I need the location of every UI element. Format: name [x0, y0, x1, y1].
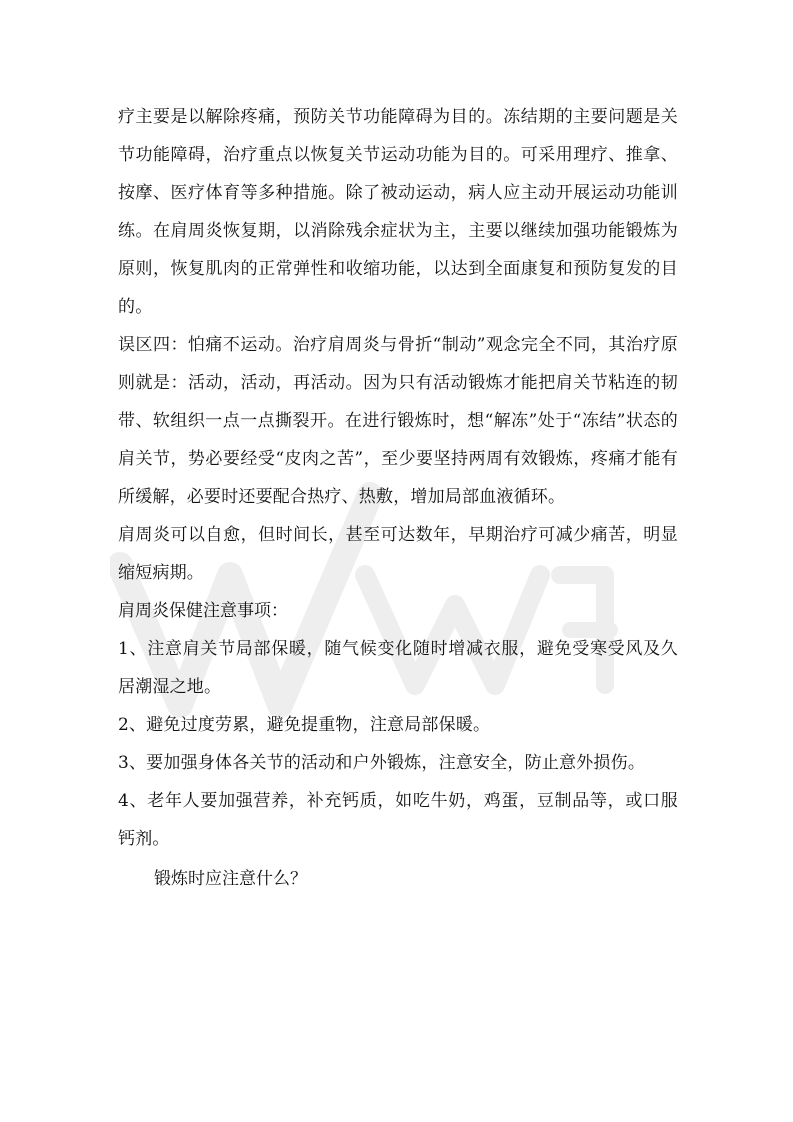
care-list-item: 2、避免过度劳累，避免提重物，注意局部保暖。 — [118, 715, 491, 735]
document-body — [118, 98, 678, 898]
care-list-item: 4、老年人要加强营养，补充钙质，如吃牛奶，鸡蛋，豆制品等，或口服钙剂。 — [118, 791, 678, 849]
paragraph: 误区四：怕痛不运动。治疗肩周炎与骨折“制动”观念完全不同，其治疗原则就是：活动，活动，再活动。因为只有活动锻炼才能把肩关节粘连的韧带、软组织一点一点撕裂开。在进行锻炼时，想“解冻”处于“冻结”状态的肩关节，势必要经受“皮肉之苦”，至少要坚持两周有效锻炼，疼痛才能有所缓解，必要时还要配合热疗、热敷，增加局部血液循环。 — [118, 335, 678, 507]
section-heading: 锻炼时应注意什么？ — [154, 869, 307, 889]
care-list-item: 3、要加强身体各关节的活动和户外锻炼，注意安全，防止意外损伤。 — [118, 753, 646, 773]
care-list-item: 1、注意肩关节局部保暖，随气候变化随时增减衣服，避免受寒受风及久居潮湿之地。 — [118, 639, 678, 697]
paragraph: 肩周炎可以自愈，但时间长，甚至可达数年，早期治疗可减少痛苦，明显缩短病期。 — [118, 525, 678, 583]
paragraph: 疗主要是以解除疼痛，预防关节功能障碍为目的。冻结期的主要问题是关节功能障碍，治疗重点以恢复关节运动功能为目的。可采用理疗、推拿、按摩、医疗体育等多种措施。除了被动运动，病人应主动开展运动功能训练。在肩周炎恢复期，以消除残余症状为主，主要以继续加强功能锻炼为原则，恢复肌肉的正常弹性和收缩功能，以达到全面康复和预防复发的目的。 — [118, 107, 678, 317]
care-heading: 肩周炎保健注意事项： — [118, 601, 288, 621]
